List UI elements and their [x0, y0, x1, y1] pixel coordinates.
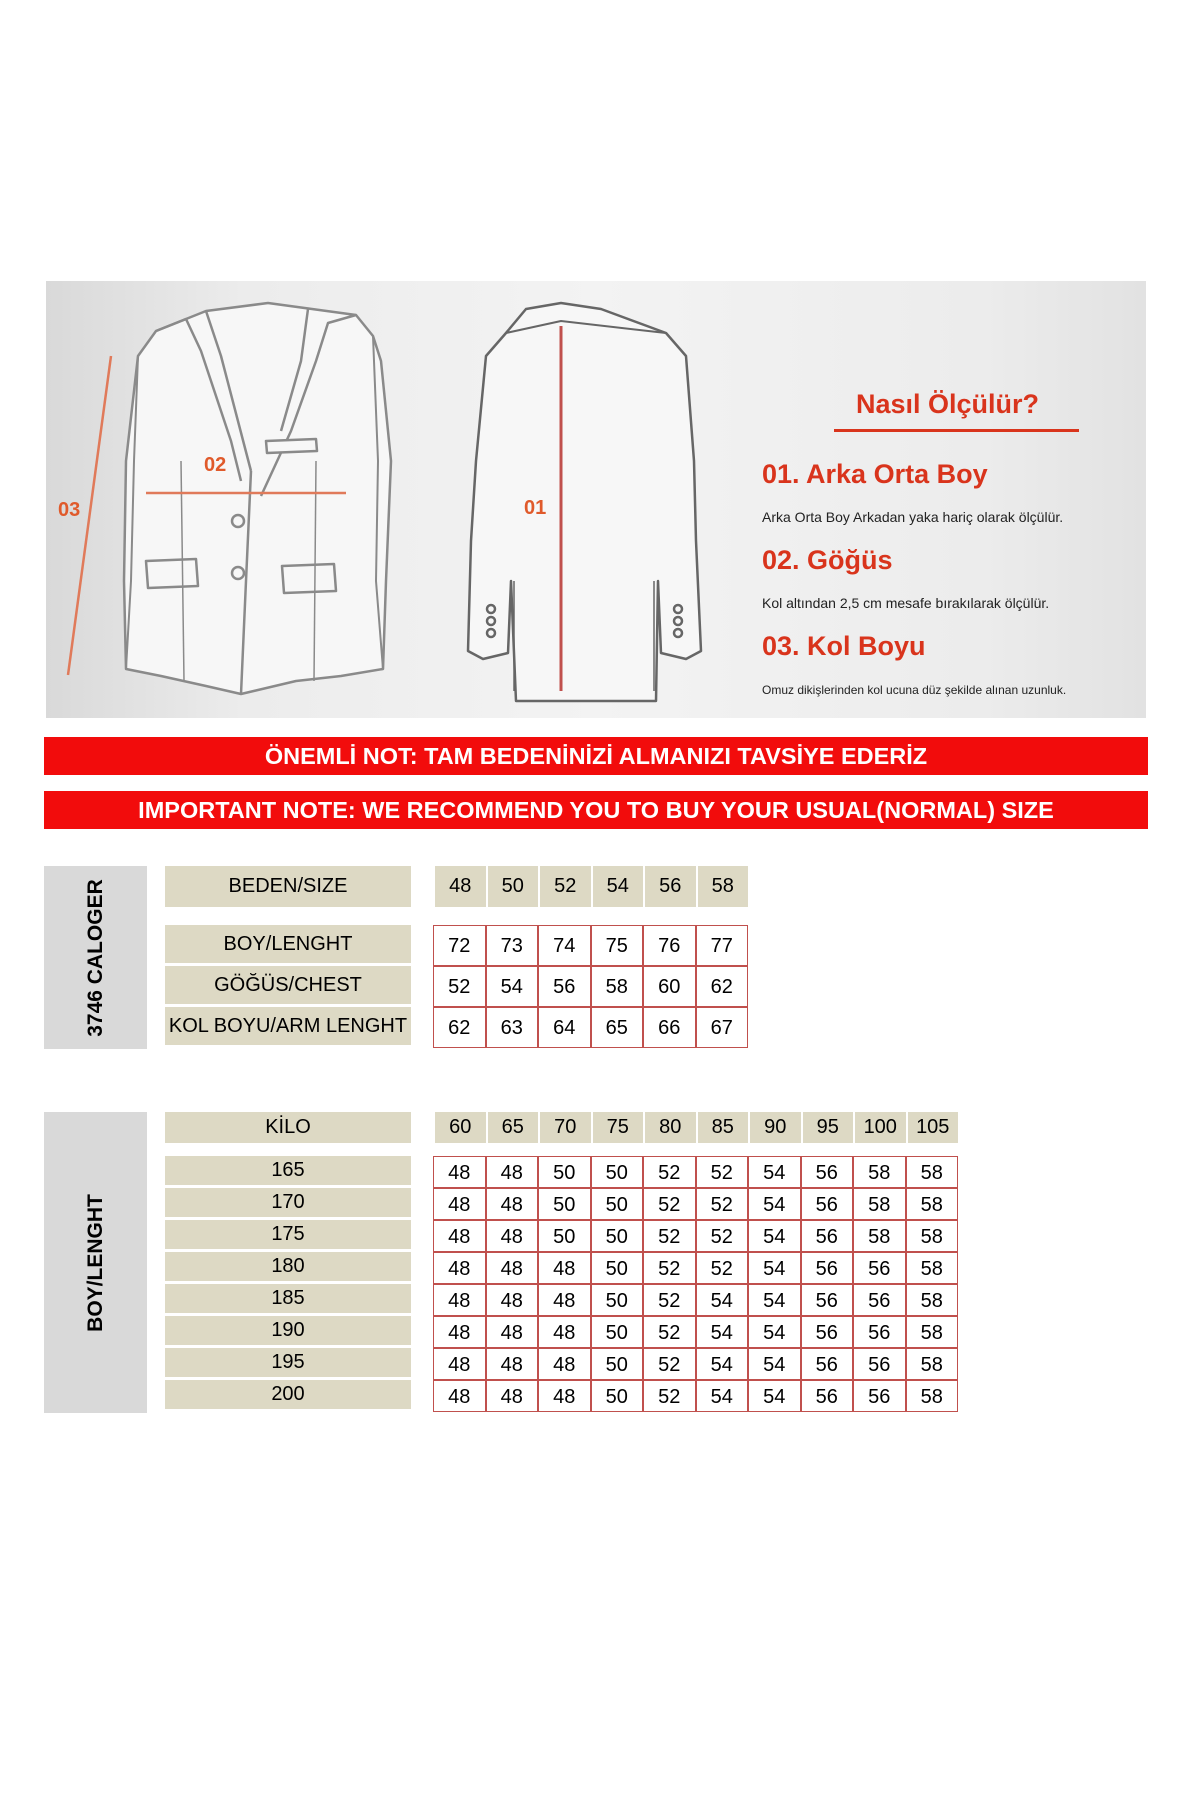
- recommended-size-cell: 54: [748, 1380, 801, 1412]
- important-note-en: IMPORTANT NOTE: WE RECOMMEND YOU TO BUY YOUR USUAL(NORMAL) SIZE: [44, 791, 1148, 829]
- recommended-size-cell: 48: [538, 1380, 591, 1412]
- size-value-cell: 67: [696, 1007, 749, 1048]
- size-header-cell: 54: [591, 866, 644, 907]
- weight-table-side-tab: [44, 1112, 147, 1413]
- chest-measure-label: 02: [204, 454, 227, 476]
- recommended-size-cell: 48: [433, 1220, 486, 1252]
- front-jacket-drawing: [124, 303, 391, 694]
- weight-header-cell: 75: [591, 1112, 644, 1143]
- size-value-cell: 66: [643, 1007, 696, 1048]
- recommended-size-cell: 54: [696, 1316, 749, 1348]
- recommended-size-cell: 48: [486, 1380, 539, 1412]
- recommended-size-cell: 48: [486, 1284, 539, 1316]
- weight-header-cell: 95: [801, 1112, 854, 1143]
- step-2-desc: Kol altından 2,5 cm mesafe bırakılarak ölçülür.: [762, 595, 1050, 611]
- recommended-size-cell: 54: [748, 1188, 801, 1220]
- recommended-size-cell: 48: [538, 1252, 591, 1284]
- size-row-label: BOY/LENGHT: [165, 925, 411, 963]
- recommended-size-cell: 58: [853, 1156, 906, 1188]
- size-row-label: KOL BOYU/ARM LENGHT: [165, 1007, 411, 1045]
- size-value-cell: 76: [643, 925, 696, 966]
- weight-header-cell: 100: [853, 1112, 906, 1143]
- recommended-size-cell: 56: [801, 1220, 854, 1252]
- recommended-size-cell: 52: [643, 1156, 696, 1188]
- recommended-size-cell: 54: [748, 1252, 801, 1284]
- step-1-desc: Arka Orta Boy Arkadan yaka hariç olarak ölçülür.: [762, 509, 1064, 525]
- recommended-size-cell: 52: [643, 1188, 696, 1220]
- weight-header-label: KİLO: [165, 1112, 411, 1143]
- recommended-size-cell: 48: [433, 1156, 486, 1188]
- recommended-size-cell: 56: [801, 1316, 854, 1348]
- weight-header-cell: 65: [486, 1112, 539, 1143]
- size-value-cell: 74: [538, 925, 591, 966]
- size-header-cell: 48: [433, 866, 486, 907]
- recommended-size-cell: 50: [591, 1188, 644, 1220]
- recommended-size-cell: 56: [853, 1252, 906, 1284]
- recommended-size-cell: 52: [696, 1188, 749, 1220]
- recommended-size-cell: 50: [591, 1316, 644, 1348]
- step-2-title: 02. Göğüs: [762, 545, 893, 575]
- sleeve-measure-label: 03: [58, 499, 81, 521]
- recommended-size-cell: 48: [433, 1348, 486, 1380]
- recommended-size-cell: 50: [538, 1188, 591, 1220]
- recommended-size-cell: 54: [748, 1316, 801, 1348]
- size-value-cell: 65: [591, 1007, 644, 1048]
- recommended-size-cell: 52: [696, 1252, 749, 1284]
- recommended-size-cell: 54: [696, 1348, 749, 1380]
- recommended-size-cell: 54: [748, 1348, 801, 1380]
- recommended-size-cell: 48: [486, 1252, 539, 1284]
- important-note-tr: ÖNEMLİ NOT: TAM BEDENİNİZİ ALMANIZI TAVSİYE EDERİZ: [44, 737, 1148, 775]
- recommended-size-cell: 56: [853, 1380, 906, 1412]
- recommended-size-cell: 48: [433, 1252, 486, 1284]
- jacket-illustration: [46, 281, 1146, 718]
- step-3-title: 03. Kol Boyu: [762, 631, 926, 661]
- size-value-cell: 62: [433, 1007, 486, 1048]
- height-row-label: 175: [165, 1220, 411, 1249]
- step-3-desc: Omuz dikişlerinden kol ucuna düz şekilde alınan uzunluk.: [762, 683, 1067, 697]
- recommended-size-cell: 48: [433, 1284, 486, 1316]
- back-length-measure-label: 01: [524, 497, 547, 519]
- recommended-size-cell: 50: [591, 1284, 644, 1316]
- height-row-label: 195: [165, 1348, 411, 1377]
- size-value-cell: 77: [696, 925, 749, 966]
- recommended-size-cell: 48: [486, 1188, 539, 1220]
- height-row-label: 200: [165, 1380, 411, 1409]
- recommended-size-cell: 56: [853, 1284, 906, 1316]
- recommended-size-cell: 58: [906, 1252, 959, 1284]
- height-row-label: 170: [165, 1188, 411, 1217]
- size-row-label: GÖĞÜS/CHEST: [165, 966, 411, 1004]
- recommended-size-cell: 56: [853, 1316, 906, 1348]
- recommended-size-cell: 54: [696, 1284, 749, 1316]
- recommended-size-cell: 56: [801, 1188, 854, 1220]
- recommended-size-cell: 48: [486, 1316, 539, 1348]
- recommended-size-cell: 56: [801, 1284, 854, 1316]
- size-header-cell: 56: [643, 866, 696, 907]
- weight-header-cell: 90: [748, 1112, 801, 1143]
- recommended-size-cell: 50: [591, 1348, 644, 1380]
- weight-header-cell: 70: [538, 1112, 591, 1143]
- recommended-size-cell: 50: [538, 1220, 591, 1252]
- recommended-size-cell: 52: [643, 1316, 696, 1348]
- recommended-size-cell: 58: [906, 1220, 959, 1252]
- recommended-size-cell: 56: [801, 1348, 854, 1380]
- recommended-size-cell: 58: [853, 1188, 906, 1220]
- recommended-size-cell: 52: [643, 1284, 696, 1316]
- recommended-size-cell: 52: [643, 1348, 696, 1380]
- measurement-guide: [46, 281, 1146, 718]
- recommended-size-cell: 50: [591, 1220, 644, 1252]
- size-value-cell: 75: [591, 925, 644, 966]
- recommended-size-cell: 56: [801, 1380, 854, 1412]
- height-row-label: 185: [165, 1284, 411, 1313]
- size-header-cell: 58: [696, 866, 749, 907]
- recommended-size-cell: 52: [643, 1220, 696, 1252]
- step-1-title: 01. Arka Orta Boy: [762, 459, 988, 489]
- recommended-size-cell: 48: [538, 1348, 591, 1380]
- size-value-cell: 56: [538, 966, 591, 1007]
- height-row-label: 190: [165, 1316, 411, 1345]
- size-value-cell: 73: [486, 925, 539, 966]
- recommended-size-cell: 58: [906, 1156, 959, 1188]
- size-value-cell: 60: [643, 966, 696, 1007]
- size-header-cell: 52: [538, 866, 591, 907]
- recommended-size-cell: 48: [433, 1380, 486, 1412]
- recommended-size-cell: 48: [486, 1348, 539, 1380]
- recommended-size-cell: 48: [433, 1316, 486, 1348]
- size-value-cell: 58: [591, 966, 644, 1007]
- weight-header-cell: 80: [643, 1112, 696, 1143]
- recommended-size-cell: 50: [591, 1156, 644, 1188]
- weight-header-cell: 85: [696, 1112, 749, 1143]
- size-value-cell: 62: [696, 966, 749, 1007]
- size-value-cell: 54: [486, 966, 539, 1007]
- size-value-cell: 63: [486, 1007, 539, 1048]
- recommended-size-cell: 58: [906, 1284, 959, 1316]
- recommended-size-cell: 50: [591, 1252, 644, 1284]
- size-header-cell: 50: [486, 866, 539, 907]
- size-value-cell: 52: [433, 966, 486, 1007]
- recommended-size-cell: 54: [748, 1284, 801, 1316]
- recommended-size-cell: 56: [801, 1156, 854, 1188]
- recommended-size-cell: 48: [538, 1316, 591, 1348]
- size-value-cell: 72: [433, 925, 486, 966]
- recommended-size-cell: 52: [643, 1380, 696, 1412]
- size-value-cell: 64: [538, 1007, 591, 1048]
- recommended-size-cell: 54: [748, 1220, 801, 1252]
- recommended-size-cell: 56: [853, 1348, 906, 1380]
- title-underline: [834, 429, 1079, 432]
- recommended-size-cell: 48: [538, 1284, 591, 1316]
- recommended-size-cell: 58: [853, 1220, 906, 1252]
- recommended-size-cell: 58: [906, 1316, 959, 1348]
- weight-header-cell: 60: [433, 1112, 486, 1143]
- size-table-side-tab: [44, 866, 147, 1049]
- weight-header-cell: 105: [906, 1112, 959, 1143]
- recommended-size-cell: 48: [433, 1188, 486, 1220]
- height-axis-label: BOY/LENGHT: [83, 1193, 107, 1332]
- height-row-label: 165: [165, 1156, 411, 1185]
- recommended-size-cell: 58: [906, 1348, 959, 1380]
- recommended-size-cell: 54: [696, 1380, 749, 1412]
- recommended-size-cell: 50: [591, 1380, 644, 1412]
- recommended-size-cell: 50: [538, 1156, 591, 1188]
- recommended-size-cell: 48: [486, 1156, 539, 1188]
- recommended-size-cell: 52: [696, 1220, 749, 1252]
- model-label: 3746 CALOGER: [83, 878, 107, 1037]
- recommended-size-cell: 48: [486, 1220, 539, 1252]
- recommended-size-cell: 54: [748, 1156, 801, 1188]
- size-header-label: BEDEN/SIZE: [165, 866, 411, 907]
- recommended-size-cell: 52: [696, 1156, 749, 1188]
- recommended-size-cell: 52: [643, 1252, 696, 1284]
- recommended-size-cell: 58: [906, 1380, 959, 1412]
- back-jacket-drawing: [468, 303, 701, 701]
- recommended-size-cell: 56: [801, 1252, 854, 1284]
- how-to-measure-title: Nasıl Ölçülür?: [856, 389, 1040, 419]
- recommended-size-cell: 58: [906, 1188, 959, 1220]
- height-row-label: 180: [165, 1252, 411, 1281]
